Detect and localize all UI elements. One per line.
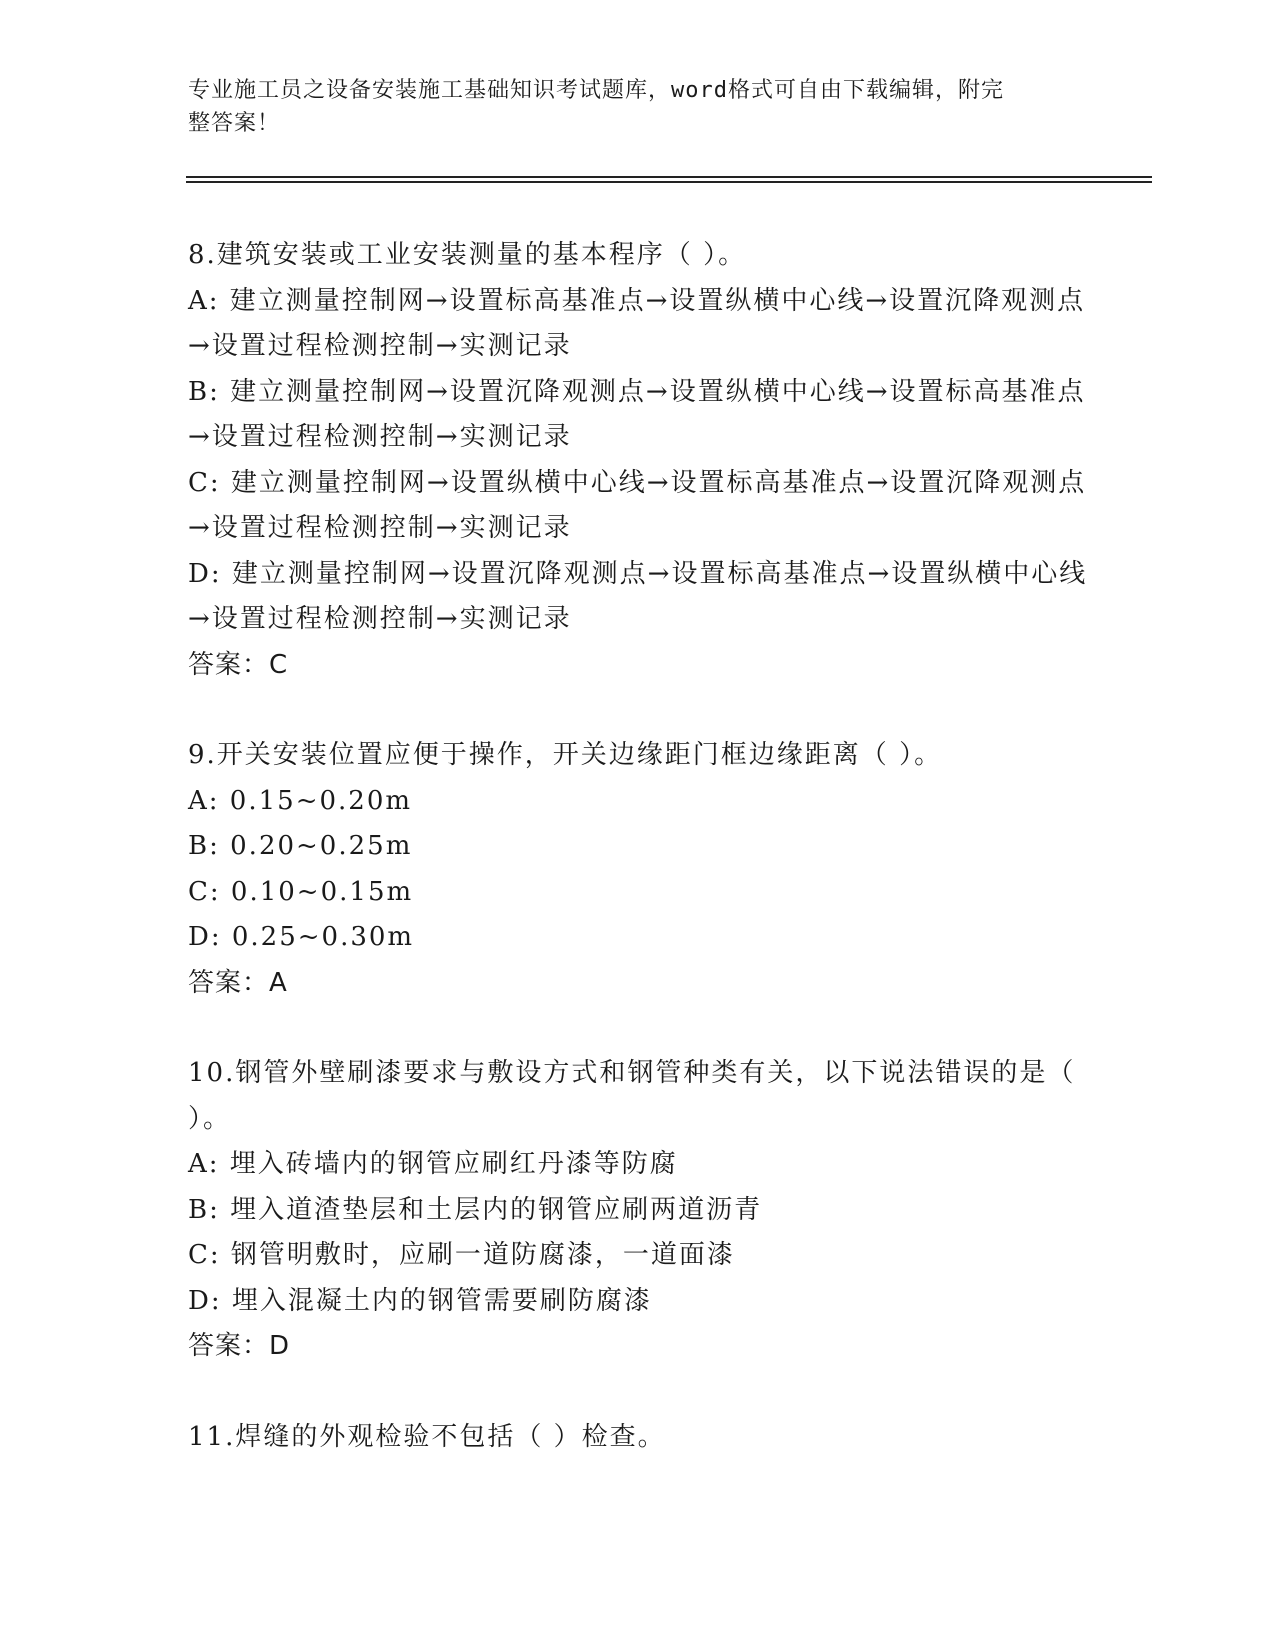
question-stem: 9.开关安装位置应便于操作，开关边缘距门框边缘距离（ ）。 xyxy=(188,740,943,770)
option-c: C: 建立测量控制网→设置纵横中心线→设置标高基准点→设置沉降观测点→设置过程检测控制→实测记录 xyxy=(188,467,1087,543)
option-d: D: 建立测量控制网→设置沉降观测点→设置标高基准点→设置纵横中心线→设置过程检测控制→实测记录 xyxy=(188,558,1088,634)
option-b: B: 埋入道渣垫层和土层内的钢管应刷两道沥青 xyxy=(188,1194,763,1225)
option-b: B: 建立测量控制网→设置沉降观测点→设置纵横中心线→设置标高基准点→设置过程检测控制→实测记录 xyxy=(188,376,1086,452)
option-c: C: 钢管明敷时，应刷一道防腐漆，一道面漆 xyxy=(188,1240,735,1270)
question-list xyxy=(188,233,1088,1460)
question-stem: 10.钢管外壁刷漆要求与敷设方式和钢管种类有关，以下说法错误的是（ ）。 xyxy=(188,1058,1076,1134)
question-gap xyxy=(188,688,1088,733)
option-a: A: 建立测量控制网→设置标高基准点→设置纵横中心线→设置沉降观测点→设置过程检测控制→实测记录 xyxy=(188,285,1086,361)
question-10 xyxy=(188,1051,1088,1370)
question-stem: 8.建筑安装或工业安装测量的基本程序（ ）。 xyxy=(188,240,747,270)
question-11 xyxy=(188,1415,1088,1461)
option-b: B: 0.20~0.25m xyxy=(188,831,413,861)
question-stem: 11.焊缝的外观检验不包括（ ）检查。 xyxy=(188,1421,666,1452)
question-gap xyxy=(188,1370,1088,1415)
option-a: A: 埋入砖墙内的钢管应刷红丹漆等防腐 xyxy=(188,1149,678,1179)
answer: 答案：A xyxy=(188,967,288,998)
option-a: A: 0.15~0.20m xyxy=(188,785,413,816)
answer: 答案：C xyxy=(188,649,289,680)
option-d: D: 0.25~0.30m xyxy=(188,922,415,952)
question-gap xyxy=(188,1006,1088,1051)
option-d: D: 埋入混凝土内的钢管需要刷防腐漆 xyxy=(188,1285,652,1316)
header-line-2: 整答案！ xyxy=(188,111,281,136)
document-header xyxy=(188,74,1068,140)
header-divider-top xyxy=(186,176,1152,178)
header-divider-bottom xyxy=(186,181,1152,183)
question-9 xyxy=(188,733,1088,1006)
header-line-1: 专业施工员之设备安装施工基础知识考试题库，word格式可自由下载编辑，附完 xyxy=(188,78,1004,103)
answer: 答案：D xyxy=(188,1331,291,1361)
question-8 xyxy=(188,233,1088,688)
option-c: C: 0.10~0.15m xyxy=(188,876,414,907)
